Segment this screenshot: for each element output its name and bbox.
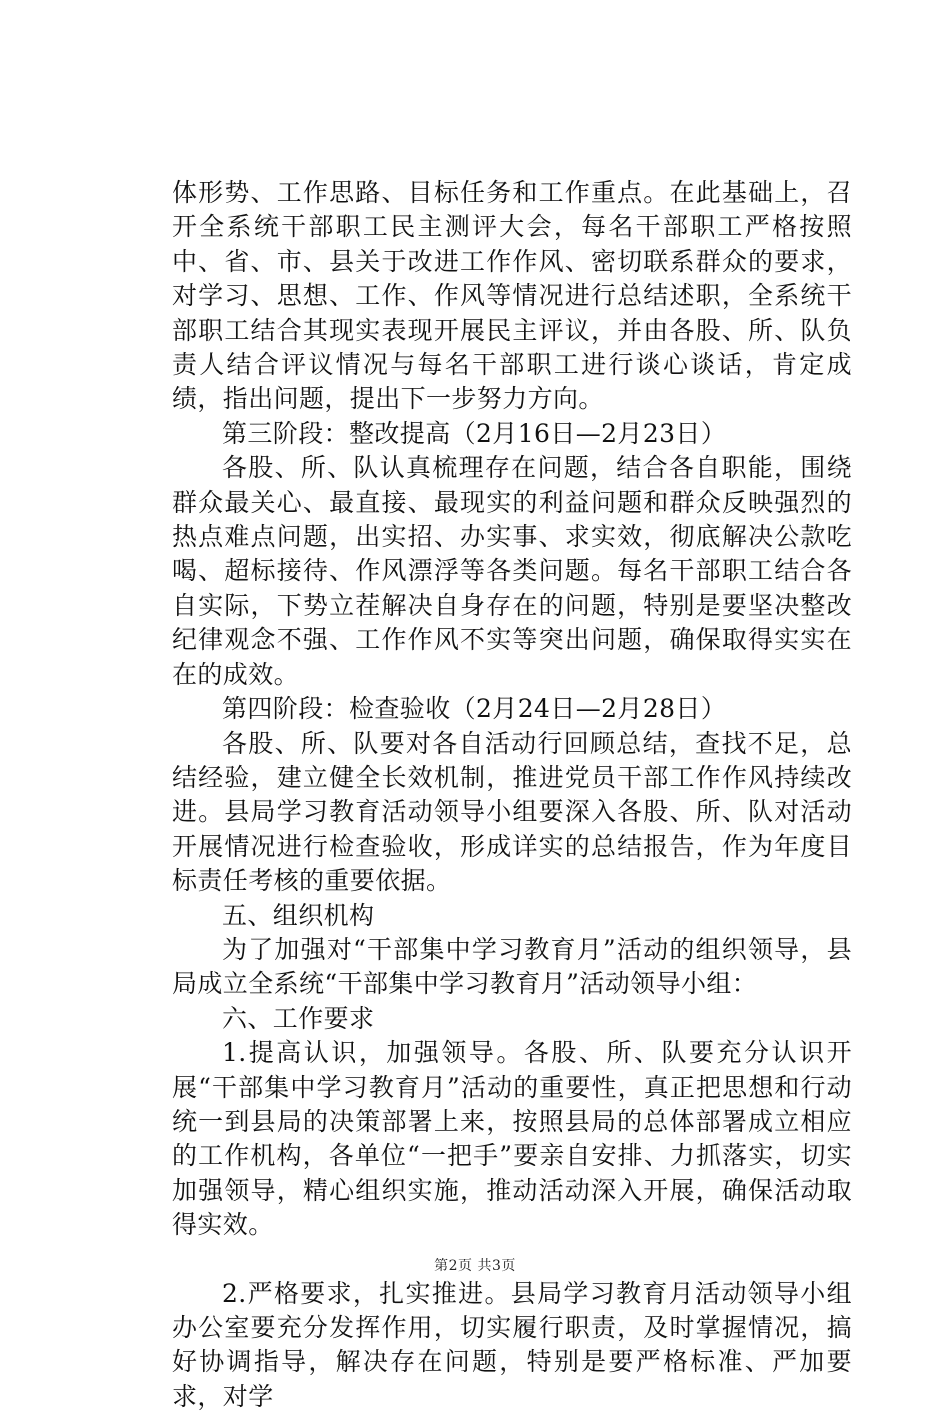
page-number-footer: 第2页 共3页: [434, 1258, 516, 1274]
document-body: [172, 176, 852, 1414]
heading-organization: 五、组织机构: [222, 900, 375, 930]
heading-stage-four: 第四阶段：检查验收（2月24日—2月28日）: [222, 694, 727, 724]
paragraph-continuation: 体形势、工作思路、目标任务和工作重点。在此基础上，召开全系统干部职工民主测评大会，每名干部职工严格按照中、省、市、县关于改进工作作风、密切联系群众的要求，对学习、思想、工作、作风等情况进行总结述职，全系统干部职工结合其现实表现开展民主评议，并由各股、所、队负责人结合评议情况与每名干部职工进行谈心谈话，肯定成绩，指出问题，提出下一步努力方向。: [172, 178, 852, 414]
paragraph-requirement-one: 1.提高认识，加强领导。各股、所、队要充分认识开展“干部集中学习教育月”活动的重要性，真正把思想和行动统一到县局的决策部署上来，按照县局的总体部署成立相应的工作机构，各单位“一把手”要亲自安排、力抓落实，切实加强领导，精心组织实施，推动活动深入开展，确保活动取得实效。: [172, 1038, 852, 1240]
paragraph-organization: 为了加强对“干部集中学习教育月”活动的组织领导，县局成立全系统“干部集中学习教育月”活动领导小组：: [172, 934, 852, 999]
paragraph-stage-three: 各股、所、队认真梳理存在问题，结合各自职能，围绕群众最关心、最直接、最现实的利益问题和群众反映强烈的热点难点问题，出实招、办实事、求实效，彻底解决公款吃喝、超标接待、作风漂浮等各类问题。每名干部职工结合各自实际，下势立茬解决自身存在的问题，特别是要坚决整改纪律观念不强、工作作风不实等突出问题，确保取得实实在在的成效。: [172, 453, 852, 689]
heading-work-requirements: 六、工作要求: [222, 1003, 375, 1033]
heading-stage-three: 第三阶段：整改提高（2月16日—2月23日）: [222, 418, 727, 448]
paragraph-stage-four: 各股、所、队要对各自活动行回顾总结，查找不足，总结经验，建立健全长效机制，推进党员干部工作作风持续改进。县局学习教育活动领导小组要深入各股、所、队对活动开展情况进行检查验收，形成详实的总结报告，作为年度目标责任考核的重要依据。: [172, 728, 852, 896]
paragraph-requirement-two: 2.严格要求，扎实推进。县局学习教育月活动领导小组办公室要充分发挥作用，切实履行职责，及时掌握情况，搞好协调指导，解决存在问题，特别是要严格标准、严加要求，对学: [172, 1278, 852, 1411]
